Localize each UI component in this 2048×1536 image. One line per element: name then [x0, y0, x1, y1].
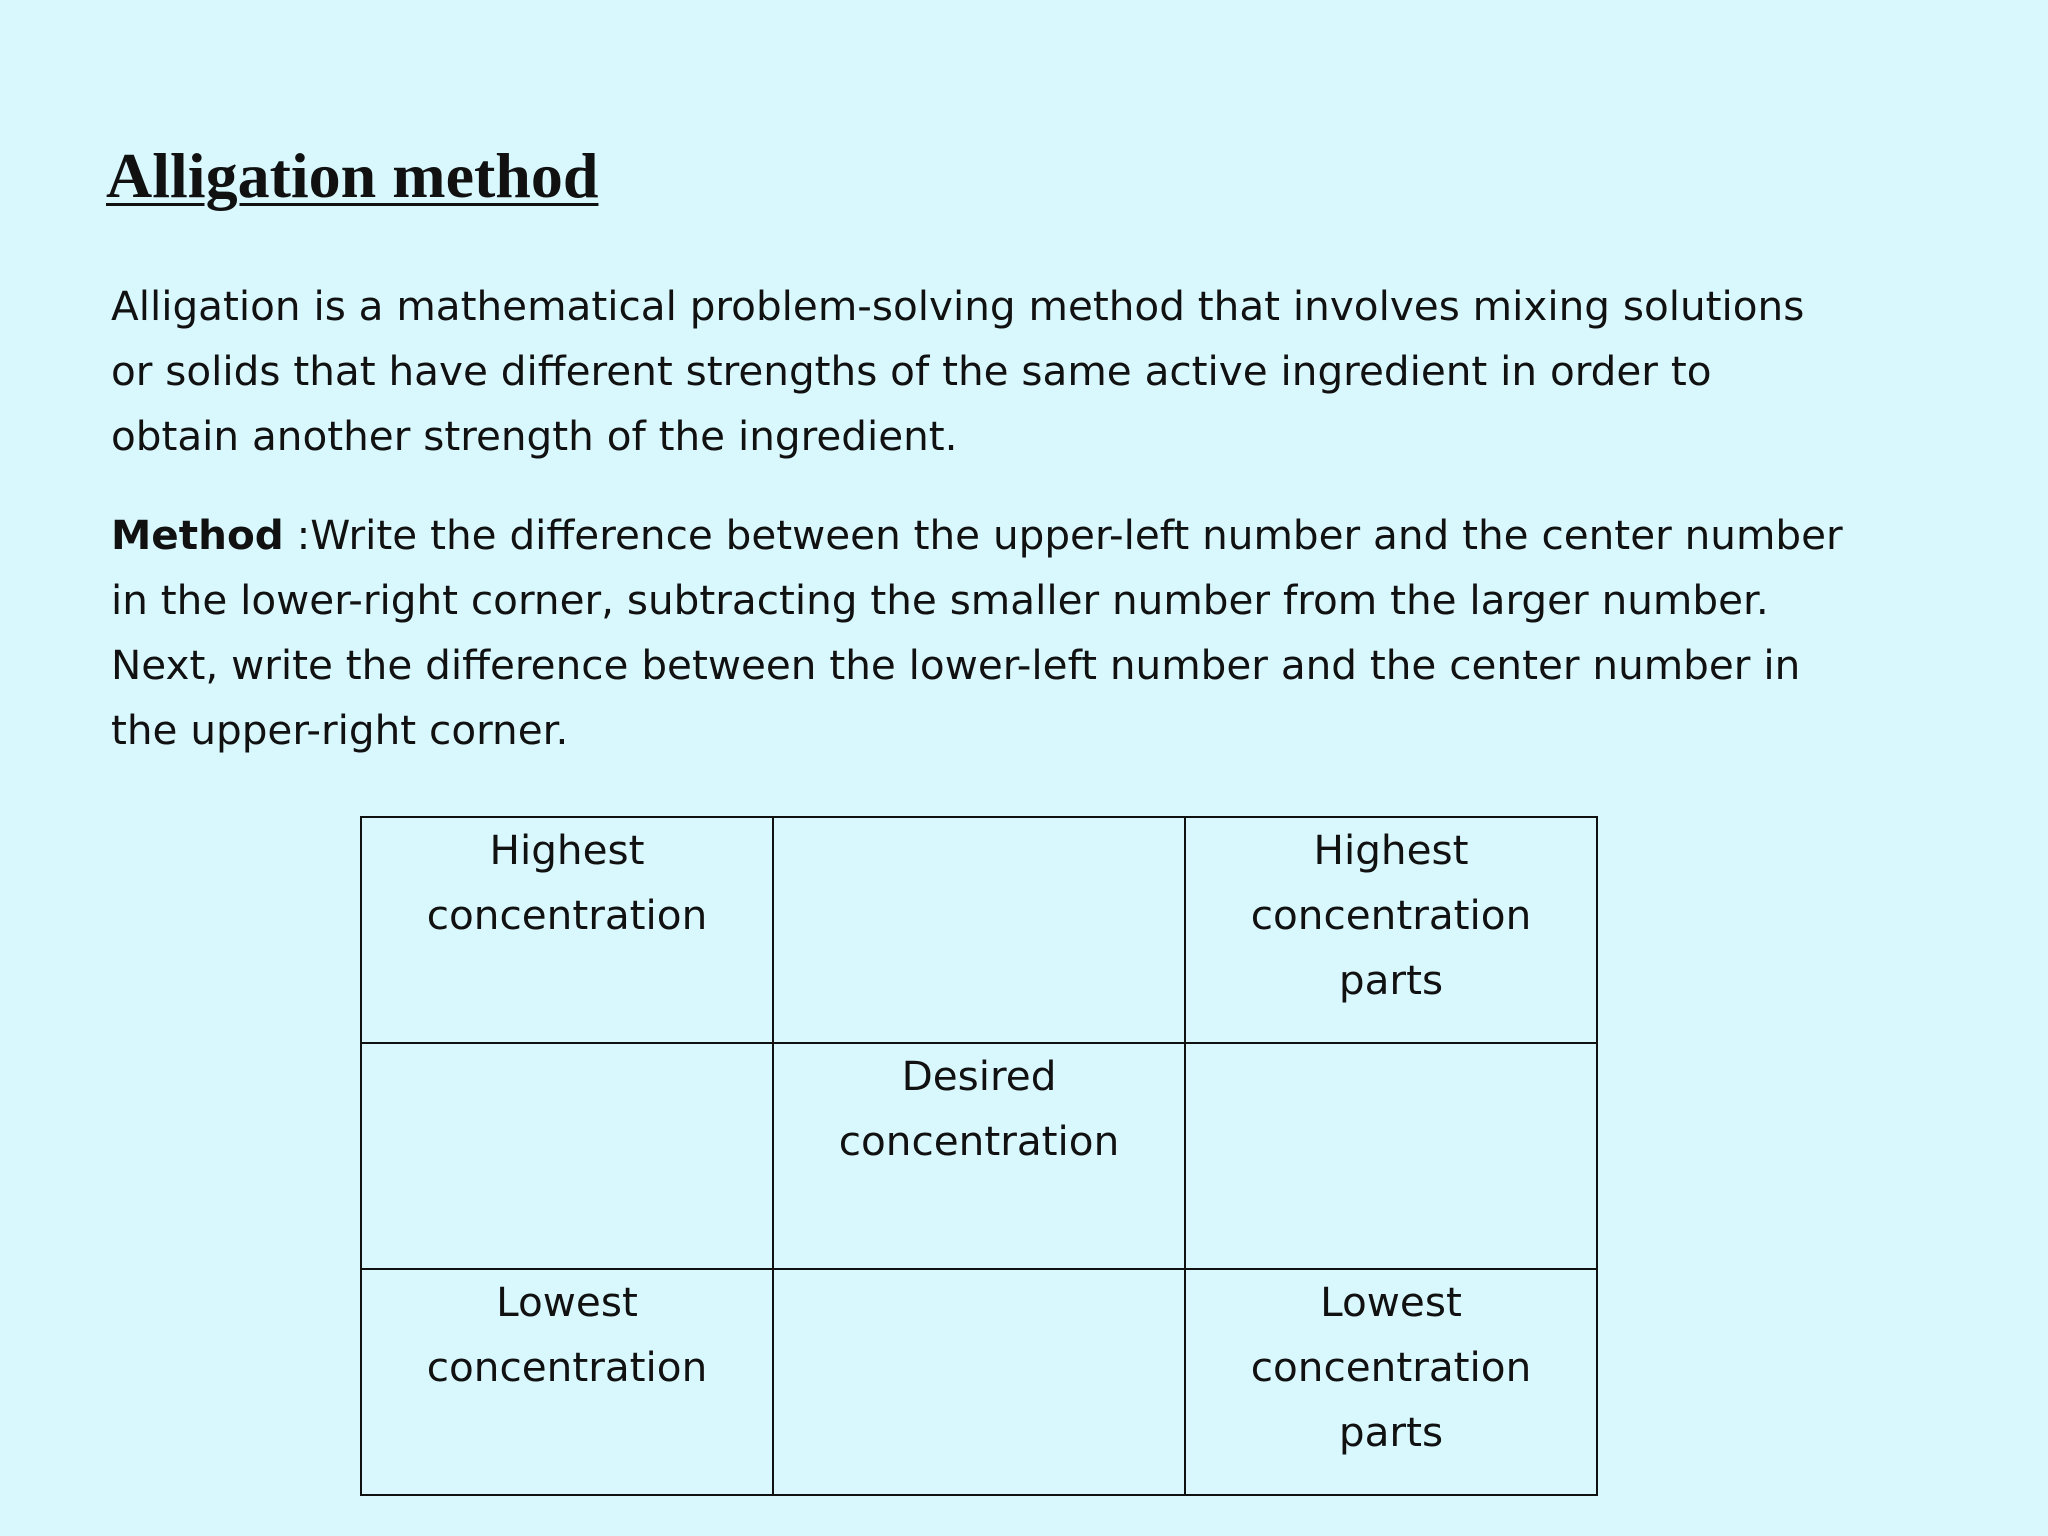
method-line: in the lower-right corner, subtracting the smaller number from the larger number. — [111, 576, 1769, 624]
method-line: the upper-right corner. — [111, 706, 569, 754]
cell-line: concentration — [1250, 891, 1532, 939]
cell-line: Desired — [901, 1052, 1057, 1100]
cell-lowest-concentration — [361, 1269, 773, 1495]
cell-highest-concentration — [361, 817, 773, 1043]
method-line — [111, 503, 1991, 568]
intro-paragraph — [111, 274, 1991, 469]
intro-line: Alligation is a mathematical problem-solving method that involves mixing solutions — [111, 282, 1805, 330]
cell-line: parts — [1338, 1408, 1444, 1456]
cell-line: Highest — [489, 826, 645, 874]
cell-highest-concentration-parts — [1185, 817, 1597, 1043]
intro-line: obtain another strength of the ingredient. — [111, 412, 958, 460]
cell-desired-concentration — [773, 1043, 1185, 1269]
cell-lowest-concentration-parts — [1185, 1269, 1597, 1495]
cell-empty-bottom-center — [773, 1269, 1185, 1495]
grid-row-bottom — [361, 1269, 1597, 1495]
cell-empty-top-center — [773, 817, 1185, 1043]
cell-line: parts — [1338, 956, 1444, 1004]
intro-line: or solids that have different strengths of the same active ingredient in order to — [111, 347, 1712, 395]
cell-line: concentration — [838, 1117, 1120, 1165]
cell-line: concentration — [426, 891, 708, 939]
grid-row-top — [361, 817, 1597, 1043]
slide-title: Alligation method — [106, 140, 599, 211]
method-paragraph — [111, 503, 1991, 763]
alligation-grid — [360, 816, 1598, 1496]
cell-line: Highest — [1313, 826, 1469, 874]
cell-empty-middle-left — [361, 1043, 773, 1269]
cell-line: Lowest — [496, 1278, 638, 1326]
method-label: Method — [111, 511, 284, 559]
cell-line: Lowest — [1320, 1278, 1462, 1326]
method-line: Next, write the difference between the lower-left number and the center number in — [111, 641, 1801, 689]
cell-line: concentration — [426, 1343, 708, 1391]
grid-row-middle — [361, 1043, 1597, 1269]
cell-line: concentration — [1250, 1343, 1532, 1391]
cell-empty-middle-right — [1185, 1043, 1597, 1269]
method-text: :Write the difference between the upper-left number and the center number — [283, 511, 1843, 559]
